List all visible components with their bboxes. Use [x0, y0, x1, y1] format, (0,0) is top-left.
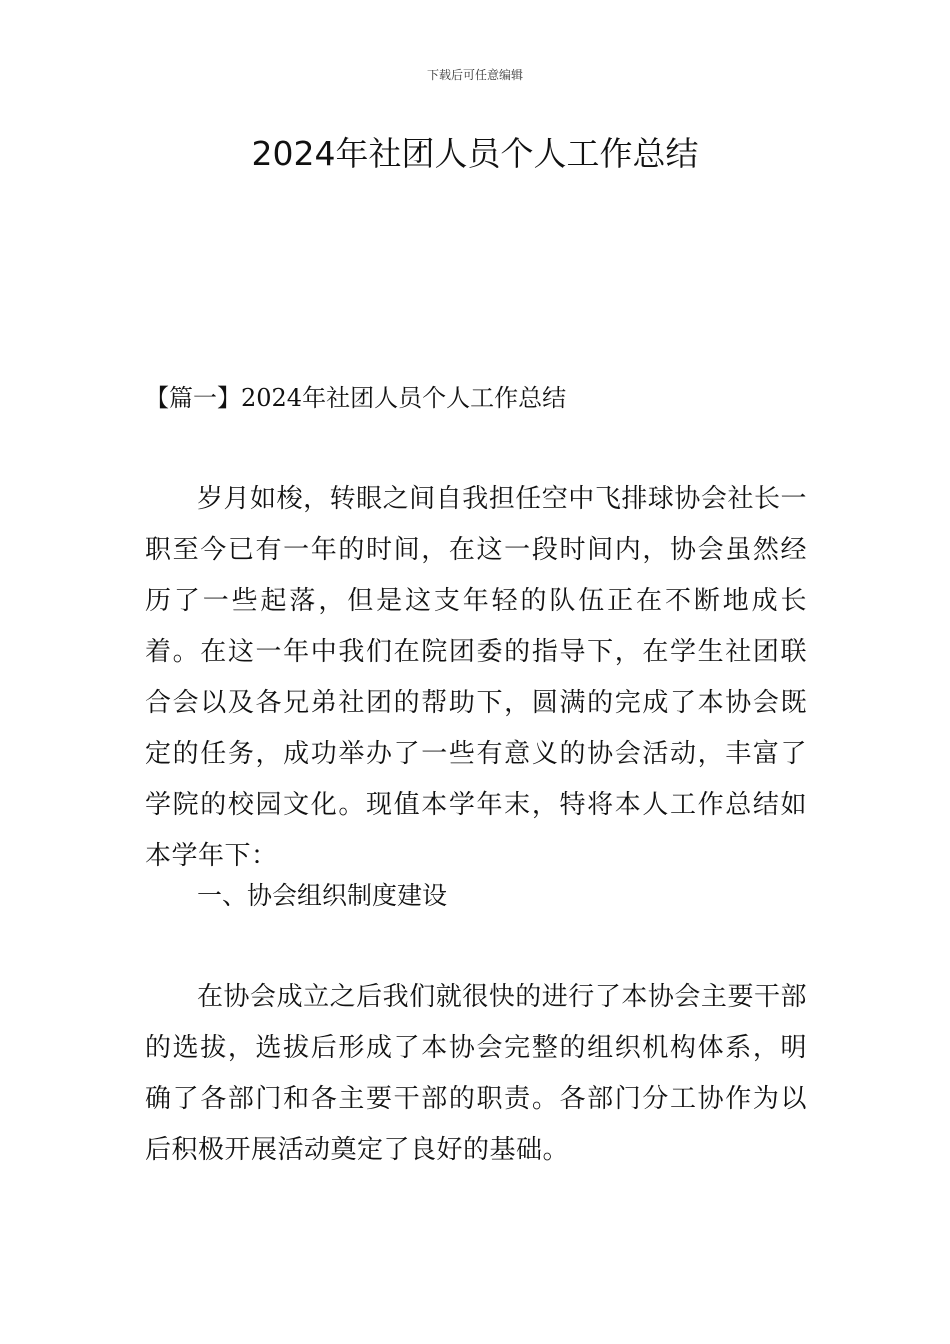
subheading-organization: 一、协会组织制度建设 — [197, 881, 448, 910]
section-title: 【篇一】2024年社团人员个人工作总结 — [145, 384, 567, 412]
paragraph-intro: 岁月如梭，转眼之间自我担任空中飞排球协会社长一职至今已有一年的时间，在这一段时间内，协会虽然经历了一些起落，但是这支年轻的队伍正在不断地成长着。在这一年中我们在院团委的指导下，在学生社团联合会以及各兄弟社团的帮助下，圆满的完成了本协会既定的任务，成功举办了一些有意义的协会活动，丰富了学院的校园文化。现值本学年末，特将本人工作总结如本学年下： — [145, 484, 807, 871]
header-note: 下载后可任意编辑 — [426, 68, 523, 82]
document-title: 2024年社团人员个人工作总结 — [251, 134, 699, 173]
paragraph-organization: 在协会成立之后我们就很快的进行了本协会主要干部的选拔，选拔后形成了本协会完整的组织机构体系，明确了各部门和各主要干部的职责。各部门分工协作为以后积极开展活动奠定了良好的基础。 — [145, 982, 807, 1165]
